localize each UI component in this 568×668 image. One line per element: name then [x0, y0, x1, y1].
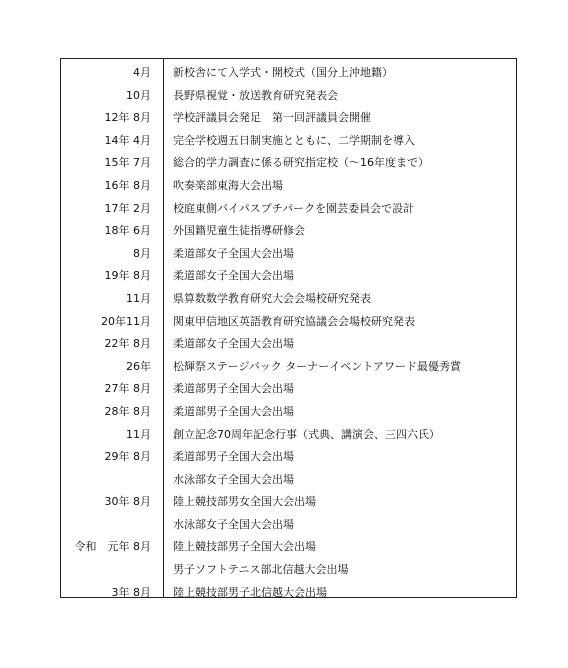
row-event: 松輝祭ステージバック ターナーイベントアワード最優秀賞: [173, 359, 461, 373]
row-event: 柔道部男子全国大会出場: [173, 450, 294, 464]
table-row: [61, 446, 516, 469]
table-row: [61, 85, 516, 108]
row-date: 18年 6月: [104, 224, 151, 238]
table-row: [61, 62, 516, 85]
row-date: 15年 7月: [104, 156, 151, 170]
table-row: [61, 107, 516, 130]
row-date: 11月: [126, 427, 151, 441]
row-event: 水泳部女子全国大会出場: [173, 517, 294, 531]
row-date: 4月: [133, 66, 151, 79]
row-date: 20年11月: [101, 314, 151, 328]
row-date: 29年 8月: [104, 450, 151, 464]
row-event: 陸上競技部男子全国大会出場: [173, 540, 316, 554]
table-row: [61, 401, 516, 424]
table-row: [61, 175, 516, 198]
row-event: 吹奏楽部東海大会出場: [173, 178, 283, 192]
row-date: 16年 8月: [104, 178, 151, 192]
table-row: [61, 288, 516, 311]
table-row: [61, 220, 516, 243]
row-date: 令和 元年 8月: [74, 540, 151, 554]
row-event: 柔道部男子全国大会出場: [173, 382, 294, 396]
table-row: [61, 469, 516, 492]
row-event: 関東甲信地区英語教育研究協議会会場校研究発表: [173, 314, 415, 328]
history-rows: [61, 62, 516, 604]
row-event: 学校評議員会発足 第一回評議員会開催: [173, 111, 371, 125]
row-event: 柔道部女子全国大会出場: [173, 269, 294, 283]
row-event: 水泳部女子全国大会出場: [173, 472, 294, 486]
table-row: [61, 243, 516, 266]
row-event: 完全学校週五日制実施とともに、二学期制を導入: [173, 133, 415, 147]
table-row: [61, 491, 516, 514]
row-date: 14年 4月: [104, 133, 151, 147]
table-row: [61, 198, 516, 221]
row-date: 11月: [126, 291, 151, 305]
row-event: 柔道部女子全国大会出場: [173, 246, 294, 260]
table-row: [61, 356, 516, 379]
row-event: 校庭東側バイパスプチパークを園芸委員会で設計: [173, 201, 415, 215]
row-event: 県算数数学教育研究大会会場校研究発表: [173, 291, 371, 305]
table-row: [61, 333, 516, 356]
row-event: 新校舎にて入学式・開校式（国分上沖地籍）: [173, 66, 393, 79]
row-event: 総合的学力調査に係る研究指定校（～16年度まで）: [173, 156, 429, 170]
table-row: [61, 378, 516, 401]
table-row: [61, 265, 516, 288]
row-date: 26年: [126, 359, 151, 373]
table-row: [61, 559, 516, 582]
row-date: 17年 2月: [104, 201, 151, 215]
row-event: 柔道部男子全国大会出場: [173, 404, 294, 418]
table-row: [61, 130, 516, 153]
row-date: 27年 8月: [104, 382, 151, 396]
row-event: 創立記念70周年記念行事（式典、講演会、三四六氏）: [173, 427, 440, 441]
table-row: [61, 514, 516, 537]
row-date: 19年 8月: [104, 269, 151, 283]
table-row: [61, 424, 516, 447]
row-event: 外国籍児童生徒指導研修会: [173, 224, 305, 238]
table-row: [61, 311, 516, 334]
table-row: [61, 536, 516, 559]
row-event: 柔道部女子全国大会出場: [173, 337, 294, 351]
table-row: [61, 152, 516, 175]
row-date: 10月: [126, 88, 151, 102]
row-event: 男子ソフトテニス部北信越大会出場: [173, 563, 349, 577]
row-event: 陸上競技部男子北信越大会出場: [173, 585, 327, 599]
row-date: 22年 8月: [104, 337, 151, 351]
row-date: 28年 8月: [104, 404, 151, 418]
history-table: [60, 58, 517, 598]
row-event: 陸上競技部男女全国大会出場: [173, 495, 316, 509]
row-date: 3年 8月: [111, 585, 151, 599]
row-date: 8月: [133, 246, 151, 260]
row-date: 30年 8月: [104, 495, 151, 509]
table-row: [61, 582, 516, 605]
row-date: 12年 8月: [104, 111, 151, 125]
row-event: 長野県視覚・放送教育研究発表会: [173, 88, 338, 102]
